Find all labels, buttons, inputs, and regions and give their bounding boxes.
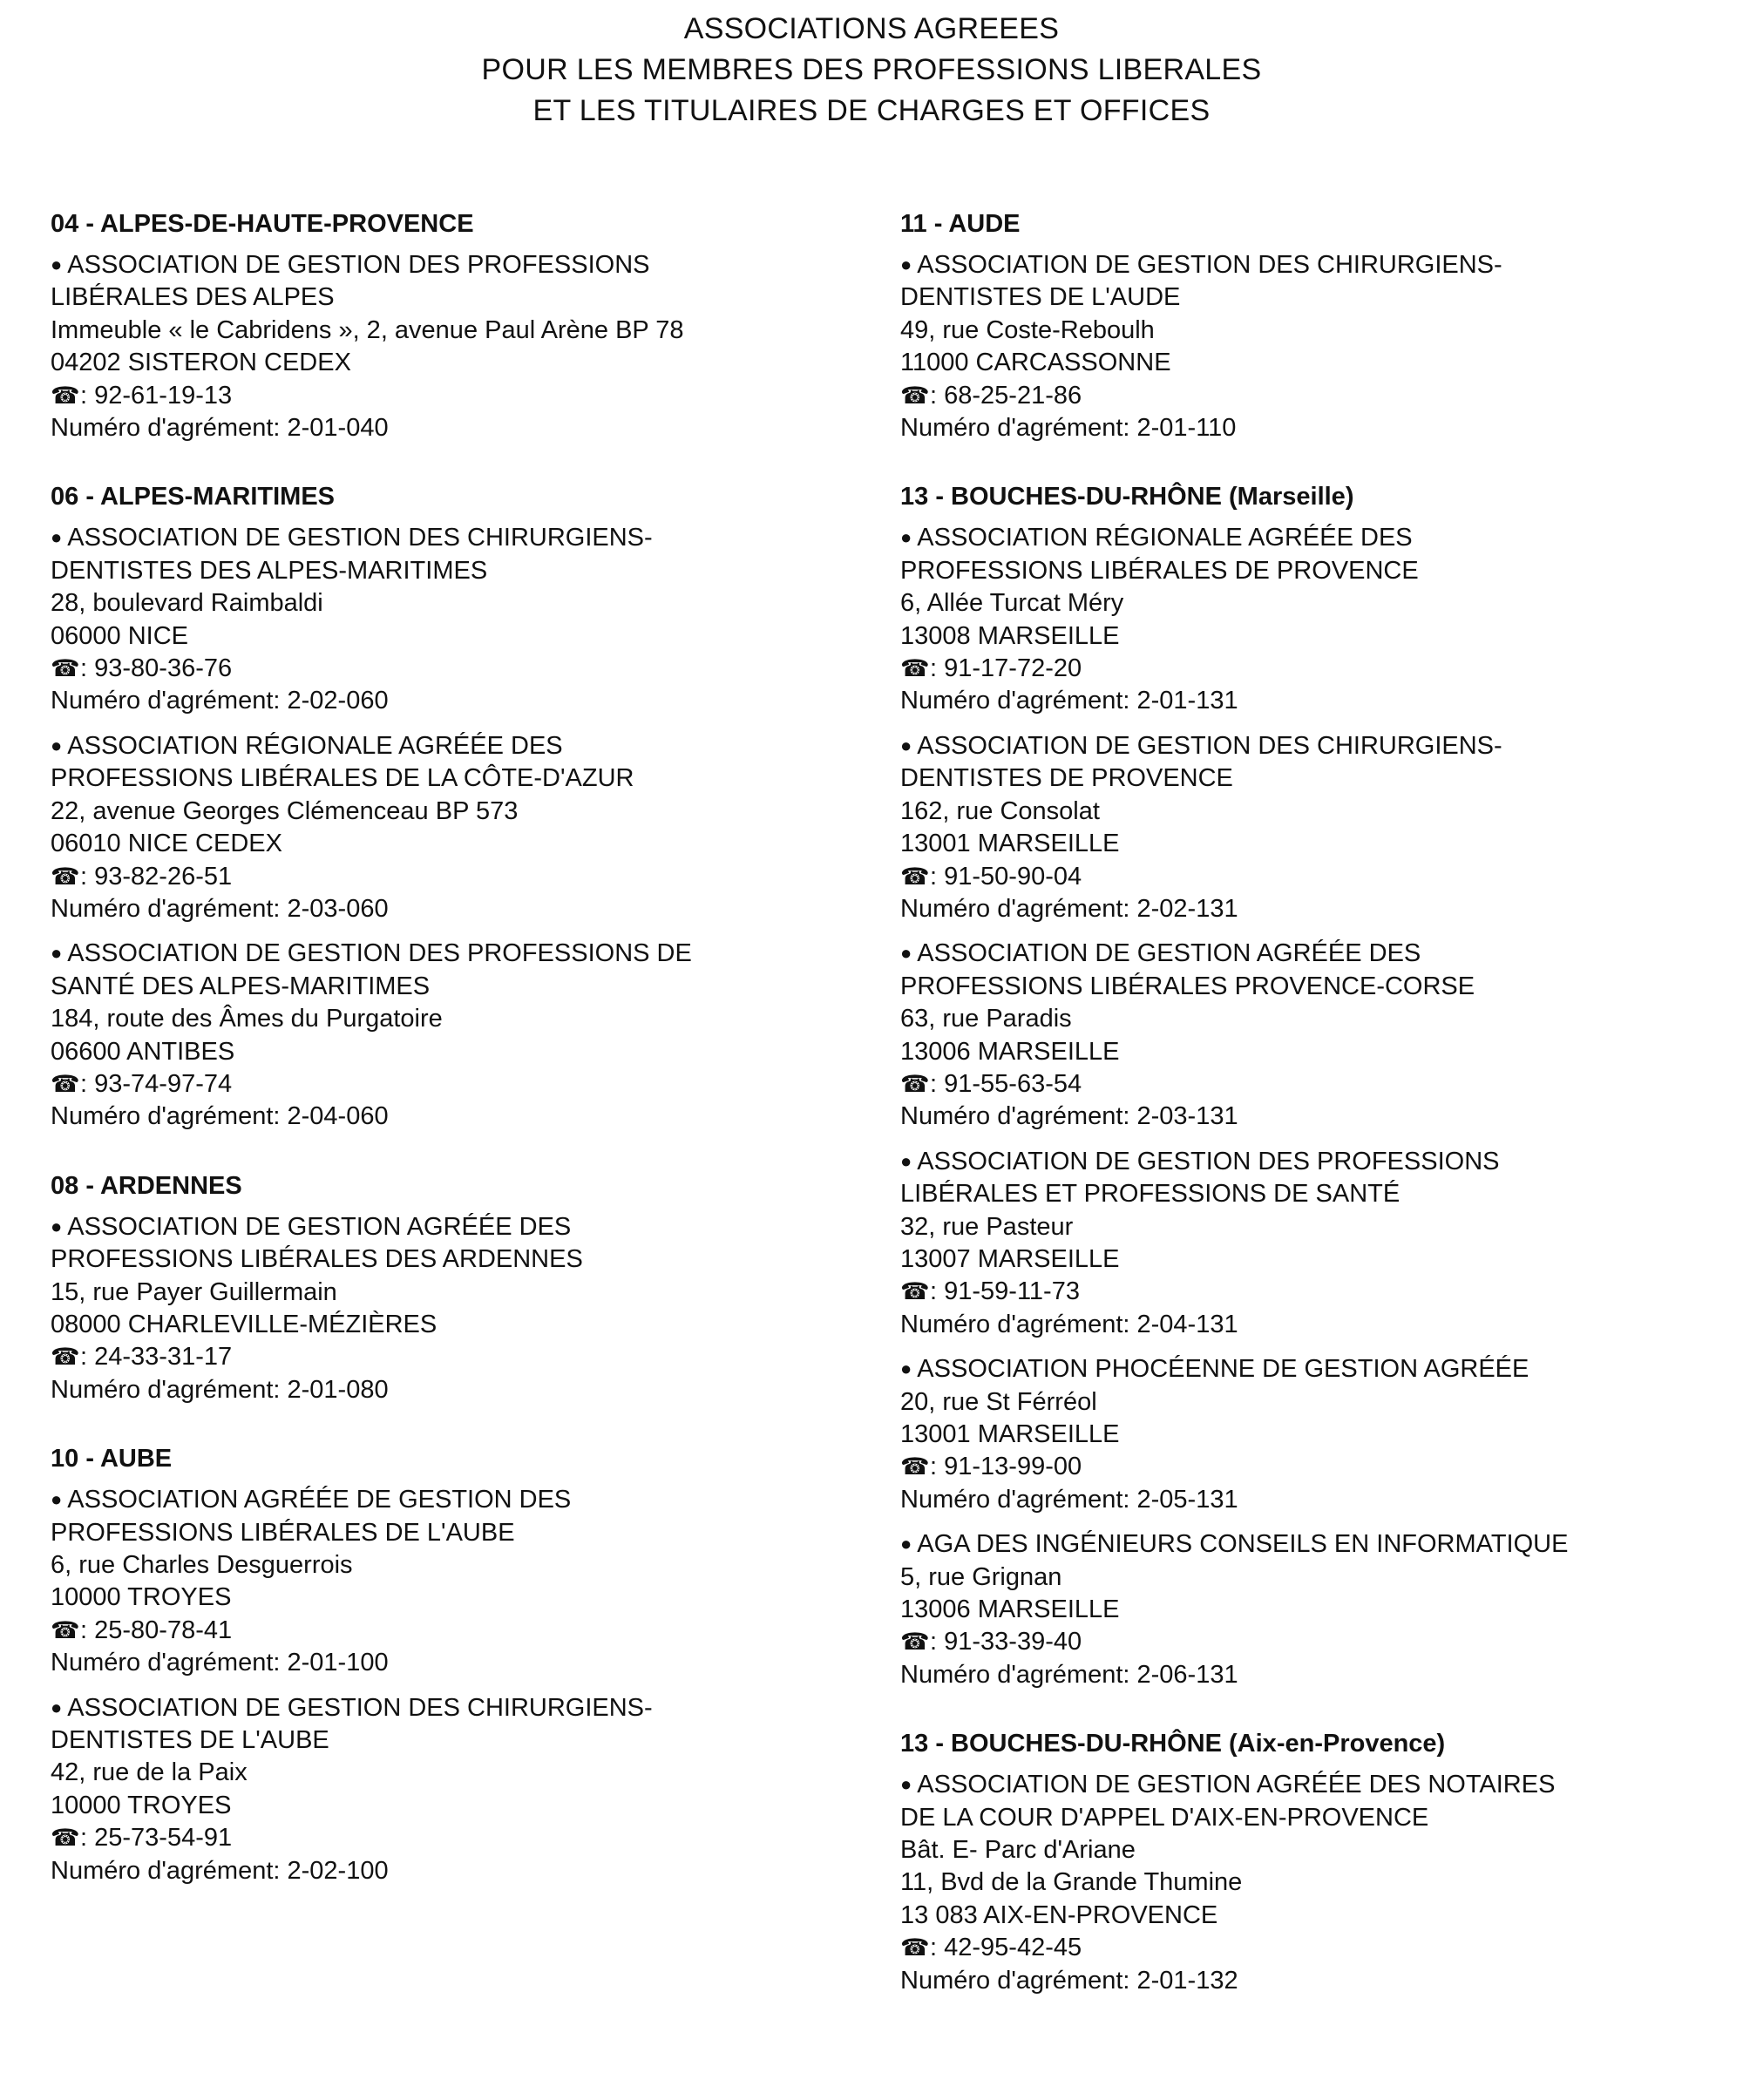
association-entry: [51, 1210, 861, 1406]
agrement-number: Numéro d'agrément: 2-06-131: [900, 1660, 1238, 1689]
association-entry: [900, 1145, 1728, 1341]
telephone-icon: ☎: [51, 1616, 80, 1643]
agrement-number: Numéro d'agrément: 2-04-060: [51, 1102, 389, 1131]
association-name-line: [900, 937, 1728, 970]
department-section: [900, 1727, 1728, 1997]
association-name: ASSOCIATION DE GESTION AGRÉÉE DES NOTAIRES: [917, 1771, 1556, 1799]
department-heading: 06 - ALPES-MARITIMES: [51, 483, 336, 511]
association-name: ASSOCIATION DE GESTION DES PROFESSIONS: [917, 1147, 1500, 1175]
address-line: 6, rue Charles Desguerrois: [51, 1551, 353, 1579]
address-line: 22, avenue Georges Clémenceau BP 573: [51, 796, 519, 825]
address-line: Bât. E- Parc d'Ariane: [900, 1836, 1136, 1865]
association-name-line: [51, 937, 861, 970]
page-title: [0, 9, 1743, 132]
bullet-icon: ●: [51, 526, 63, 549]
phone-line: [51, 653, 861, 685]
association-name: ASSOCIATION DE GESTION DES CHIRURGIENS-: [917, 251, 1502, 279]
telephone-icon: ☎: [900, 382, 930, 409]
association-name: ASSOCIATION DE GESTION DES PROFESSIONS DE: [67, 939, 692, 968]
agrement-number: Numéro d'agrément: 2-01-132: [900, 1966, 1238, 1995]
association-name-line: [900, 971, 1728, 1003]
department-heading: 10 - AUBE: [51, 1445, 173, 1473]
address-line: 42, rue de la Paix: [51, 1758, 248, 1787]
phone-line: [900, 380, 1728, 412]
address-line: 11000 CARCASSONNE: [900, 349, 1171, 377]
telephone-icon: ☎: [51, 382, 80, 409]
association-name-line: [900, 521, 1728, 554]
address-line: 20, rue St Férréol: [900, 1387, 1097, 1416]
phone-number: : 91-33-39-40: [930, 1628, 1082, 1656]
association-name: DE LA COUR D'APPEL D'AIX-EN-PROVENCE: [900, 1803, 1429, 1832]
association-name-line: [900, 1178, 1728, 1210]
association-name: DENTISTES DE L'AUBE: [51, 1726, 329, 1755]
telephone-icon: ☎: [900, 1629, 930, 1656]
address-line: 13006 MARSEILLE: [900, 1037, 1120, 1066]
association-name-line: [51, 281, 861, 314]
address-line: 06600 ANTIBES: [51, 1037, 235, 1066]
bullet-icon: ●: [51, 734, 63, 756]
association-name: ASSOCIATION DE GESTION DES PROFESSIONS: [67, 251, 650, 279]
address-line: 6, Allée Turcat Méry: [900, 589, 1124, 618]
address-line: 63, rue Paradis: [900, 1005, 1072, 1033]
telephone-icon: ☎: [51, 1825, 80, 1852]
association-name: ASSOCIATION DE GESTION DES CHIRURGIENS-: [67, 1693, 653, 1722]
association-entry: [900, 521, 1728, 717]
title-line-2: POUR LES MEMBRES DES PROFESSIONS LIBERALES: [481, 53, 1262, 86]
association-entry: [51, 729, 861, 925]
association-name: PROFESSIONS LIBÉRALES PROVENCE-CORSE: [900, 972, 1475, 1000]
association-name: ASSOCIATION PHOCÉENNE DE GESTION AGRÉÉE: [917, 1355, 1529, 1384]
department-section: [51, 480, 861, 1133]
address-line: 10000 TROYES: [51, 1583, 232, 1612]
phone-number: : 91-13-99-00: [930, 1453, 1082, 1481]
association-entry: [900, 1352, 1728, 1516]
department-section: [900, 207, 1728, 444]
agrement-number: Numéro d'agrément: 2-02-100: [51, 1856, 389, 1885]
association-name: DENTISTES DES ALPES-MARITIMES: [51, 556, 488, 585]
bullet-icon: ●: [51, 1488, 63, 1511]
bullet-icon: ●: [900, 734, 912, 756]
phone-number: : 93-80-36-76: [80, 654, 233, 683]
association-name: PROFESSIONS LIBÉRALES DE LA CÔTE-D'AZUR: [51, 764, 634, 793]
address-line: 5, rue Grignan: [900, 1562, 1062, 1591]
phone-number: : 91-59-11-73: [930, 1277, 1080, 1306]
agrement-number: Numéro d'agrément: 2-01-110: [900, 414, 1237, 443]
association-entry: [51, 1691, 861, 1887]
bullet-icon: ●: [51, 942, 63, 965]
telephone-icon: ☎: [900, 1070, 930, 1097]
phone-number: : 93-82-26-51: [80, 862, 233, 891]
phone-number: : 93-74-97-74: [80, 1069, 233, 1098]
association-name: ASSOCIATION DE GESTION DES CHIRURGIENS-: [917, 731, 1502, 760]
telephone-icon: ☎: [900, 655, 930, 682]
bullet-icon: ●: [51, 1215, 63, 1237]
association-name: ASSOCIATION AGRÉÉE DE GESTION DES: [67, 1486, 572, 1514]
phone-line: [51, 1341, 861, 1373]
telephone-icon: ☎: [900, 1934, 930, 1961]
association-name-line: [51, 555, 861, 587]
title-line-3: ET LES TITULAIRES DE CHARGES ET OFFICES: [532, 94, 1211, 127]
phone-number: : 42-95-42-45: [930, 1934, 1082, 1962]
title-line-1: ASSOCIATIONS AGREEES: [683, 12, 1060, 45]
association-name: ASSOCIATION RÉGIONALE AGRÉÉE DES: [67, 731, 563, 760]
bullet-icon: ●: [51, 254, 63, 275]
telephone-icon: ☎: [51, 655, 80, 682]
phone-number: : 68-25-21-86: [930, 381, 1082, 410]
phone-number: : 91-17-72-20: [930, 654, 1082, 683]
right-column: [900, 207, 1728, 2033]
bullet-icon: ●: [900, 526, 912, 549]
association-name: AGA DES INGÉNIEURS CONSEILS EN INFORMATIQUE: [917, 1530, 1569, 1559]
association-entry: [51, 521, 861, 717]
address-line: 08000 CHARLEVILLE-MÉZIÈRES: [51, 1310, 437, 1338]
address-line: 32, rue Pasteur: [900, 1212, 1074, 1241]
association-name-line: [51, 762, 861, 795]
association-name: DENTISTES DE PROVENCE: [900, 764, 1233, 793]
address-line: 49, rue Coste-Reboulh: [900, 315, 1155, 344]
association-name: DENTISTES DE L'AUDE: [900, 283, 1181, 312]
left-column: [51, 207, 861, 1923]
address-line: 184, route des Âmes du Purgatoire: [51, 1005, 443, 1033]
phone-line: [51, 380, 861, 412]
phone-line: [900, 1626, 1728, 1658]
agrement-number: Numéro d'agrément: 2-02-131: [900, 894, 1238, 923]
address-line: 13007 MARSEILLE: [900, 1244, 1120, 1273]
agrement-number: Numéro d'agrément: 2-01-100: [51, 1649, 389, 1677]
association-entry: [900, 937, 1728, 1133]
phone-line: [900, 861, 1728, 893]
address-line: 13001 MARSEILLE: [900, 1420, 1120, 1448]
department-heading: 08 - ARDENNES: [51, 1171, 242, 1200]
association-name-line: [900, 281, 1728, 314]
association-name-line: [900, 729, 1728, 762]
address-line: 06010 NICE CEDEX: [51, 830, 282, 858]
association-entry: [51, 937, 861, 1133]
association-name: LIBÉRALES DES ALPES: [51, 283, 335, 312]
agrement-number: Numéro d'agrément: 2-04-131: [900, 1310, 1238, 1338]
association-name: PROFESSIONS LIBÉRALES DE L'AUBE: [51, 1518, 515, 1547]
phone-line: [900, 1276, 1728, 1308]
address-line: 13 083 AIX-EN-PROVENCE: [900, 1900, 1218, 1929]
association-name-line: [51, 1724, 861, 1757]
agrement-number: Numéro d'agrément: 2-03-131: [900, 1102, 1238, 1131]
phone-number: : 25-80-78-41: [80, 1616, 233, 1644]
agrement-number: Numéro d'agrément: 2-01-080: [51, 1375, 389, 1404]
association-name: LIBÉRALES ET PROFESSIONS DE SANTÉ: [900, 1180, 1401, 1209]
department-section: [900, 480, 1728, 1691]
address-line: 04202 SISTERON CEDEX: [51, 349, 351, 377]
agrement-number: Numéro d'agrément: 2-01-040: [51, 414, 389, 443]
association-entry: [51, 1483, 861, 1679]
address-line: 13006 MARSEILLE: [900, 1595, 1120, 1624]
association-name-line: [900, 1145, 1728, 1178]
phone-line: [900, 1068, 1728, 1101]
association-name-line: [900, 1802, 1728, 1834]
association-name-line: [51, 1210, 861, 1243]
bullet-icon: ●: [51, 1696, 63, 1718]
phone-number: : 91-50-90-04: [930, 862, 1082, 891]
phone-line: [51, 1822, 861, 1854]
association-entry: [900, 729, 1728, 925]
address-line: 10000 TROYES: [51, 1791, 232, 1819]
phone-line: [51, 1615, 861, 1647]
association-name: ASSOCIATION RÉGIONALE AGRÉÉE DES: [917, 524, 1413, 552]
bullet-icon: ●: [900, 254, 912, 275]
agrement-number: Numéro d'agrément: 2-01-131: [900, 687, 1238, 715]
association-name: ASSOCIATION DE GESTION AGRÉÉE DES: [917, 939, 1421, 968]
association-name: SANTÉ DES ALPES-MARITIMES: [51, 972, 431, 1000]
phone-line: [900, 653, 1728, 685]
address-line: 15, rue Payer Guillermain: [51, 1277, 337, 1306]
association-name-line: [900, 248, 1728, 281]
association-name-line: [900, 1528, 1728, 1561]
bullet-icon: ●: [900, 1149, 912, 1172]
phone-number: : 91-55-63-54: [930, 1069, 1082, 1098]
department-section: [51, 207, 861, 444]
association-name-line: [900, 1352, 1728, 1385]
department-section: [51, 1442, 861, 1887]
phone-line: [51, 861, 861, 893]
department-section: [51, 1169, 861, 1406]
agrement-number: Numéro d'agrément: 2-02-060: [51, 687, 389, 715]
address-line: 13001 MARSEILLE: [900, 830, 1120, 858]
telephone-icon: ☎: [51, 1070, 80, 1097]
address-line: 11, Bvd de la Grande Thumine: [900, 1868, 1243, 1897]
association-entry: [51, 248, 861, 444]
telephone-icon: ☎: [51, 863, 80, 890]
phone-line: [900, 1932, 1728, 1964]
association-name: ASSOCIATION DE GESTION DES CHIRURGIENS-: [67, 524, 653, 552]
association-name-line: [51, 1517, 861, 1549]
association-name-line: [900, 1768, 1728, 1801]
address-line: 06000 NICE: [51, 621, 188, 650]
address-line: 13008 MARSEILLE: [900, 621, 1120, 650]
telephone-icon: ☎: [51, 1344, 80, 1371]
address-line: 28, boulevard Raimbaldi: [51, 589, 323, 618]
department-heading: 13 - BOUCHES-DU-RHÔNE (Marseille): [900, 483, 1354, 511]
bullet-icon: ●: [900, 1358, 912, 1380]
telephone-icon: ☎: [900, 863, 930, 890]
association-name-line: [51, 971, 861, 1003]
association-name-line: [900, 762, 1728, 795]
agrement-number: Numéro d'agrément: 2-05-131: [900, 1485, 1238, 1514]
bullet-icon: ●: [900, 1773, 912, 1796]
association-name-line: [51, 1483, 861, 1516]
association-name: PROFESSIONS LIBÉRALES DE PROVENCE: [900, 556, 1419, 585]
phone-line: [900, 1451, 1728, 1483]
agrement-number: Numéro d'agrément: 2-03-060: [51, 894, 389, 923]
bullet-icon: ●: [900, 1533, 912, 1555]
association-name-line: [51, 248, 861, 281]
department-heading: 11 - AUDE: [900, 210, 1021, 238]
bullet-icon: ●: [900, 942, 912, 965]
department-heading: 04 - ALPES-DE-HAUTE-PROVENCE: [51, 210, 474, 238]
phone-number: : 92-61-19-13: [80, 381, 233, 410]
association-entry: [900, 1768, 1728, 1997]
phone-line: [51, 1068, 861, 1101]
address-line: 162, rue Consolat: [900, 796, 1100, 825]
association-entry: [900, 248, 1728, 444]
association-name-line: [51, 1243, 861, 1276]
association-name-line: [51, 1691, 861, 1724]
association-name: ASSOCIATION DE GESTION AGRÉÉE DES: [67, 1212, 572, 1241]
association-name-line: [51, 729, 861, 762]
association-name-line: [51, 521, 861, 554]
telephone-icon: ☎: [900, 1278, 930, 1305]
association-name-line: [900, 555, 1728, 587]
phone-number: : 24-33-31-17: [80, 1343, 233, 1372]
telephone-icon: ☎: [900, 1453, 930, 1480]
phone-number: : 25-73-54-91: [80, 1824, 233, 1853]
association-entry: [900, 1528, 1728, 1691]
department-heading: 13 - BOUCHES-DU-RHÔNE (Aix-en-Provence): [900, 1730, 1446, 1758]
association-name: PROFESSIONS LIBÉRALES DES ARDENNES: [51, 1245, 583, 1274]
address-line: Immeuble « le Cabridens », 2, avenue Paul Arène BP 78: [51, 315, 684, 344]
